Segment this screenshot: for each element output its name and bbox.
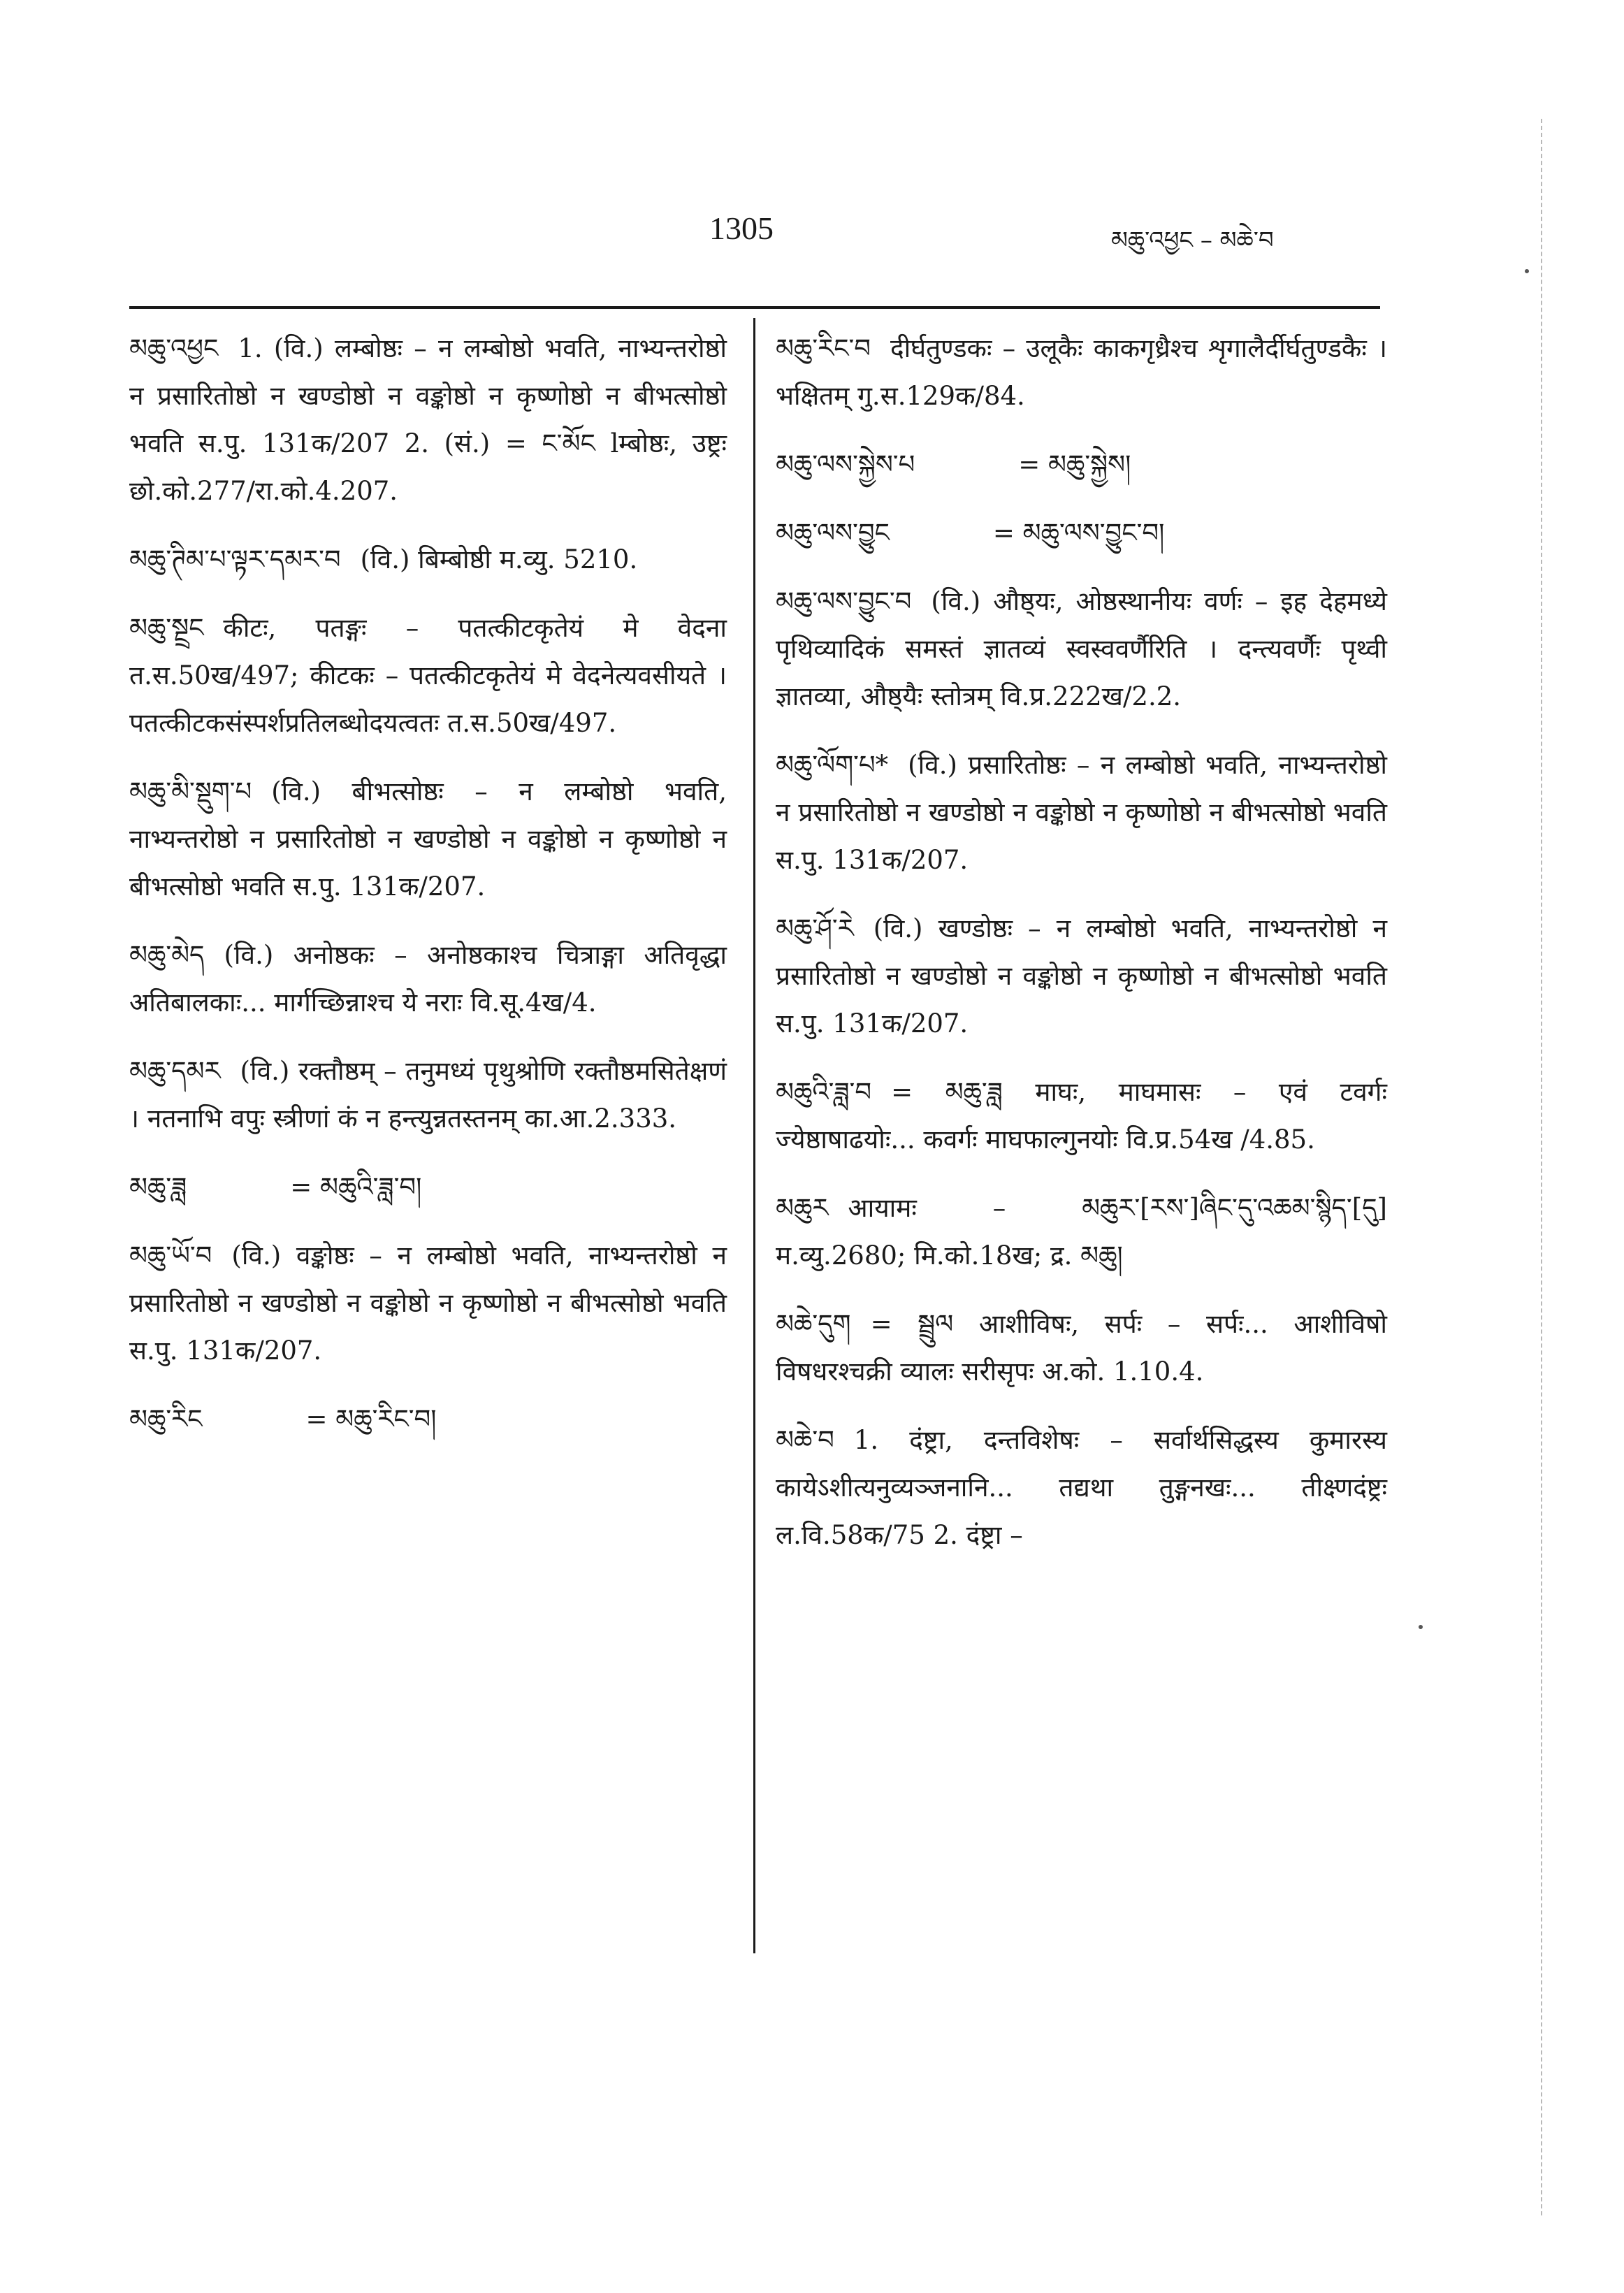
- headword: མཆུ་ལས་སྐྱེས་པ: [776, 449, 915, 479]
- definition: (वि.) बीभत्सोष्ठः – न लम्बोष्ठो भवति, नाभ्यन्तरोष्ठो न प्रसारितोष्ठो न खण्डोष्ठो न वङ्कोष्ठो न कृष्णोष्ठो न बीभत्सोष्ठो भवति स.पु. 131क/207.: [129, 776, 727, 902]
- headword: མཆུ་ལས་བྱུང: [776, 518, 890, 548]
- headword: མཆུ་སྔྲང: [129, 613, 204, 643]
- headword: མཆུ་ཤོ་རེ: [776, 913, 854, 943]
- headword: མཆུའི་ཟླ་བ: [776, 1077, 872, 1107]
- headword: མཆུ་ལོག་པ*: [776, 750, 889, 780]
- definition: (वि.) वङ्कोष्ठः – न लम्बोष्ठो भवति, नाभ्यन्तरोष्ठो न प्रसारितोष्ठो न खण्डोष्ठो न वङ्कोष्ठो न कृष्णोष्ठो न बीभत्सोष्ठो भवति स.पु. 131क/207.: [129, 1240, 727, 1366]
- entry: [776, 905, 1387, 1048]
- entry: [129, 932, 727, 1027]
- definition: (वि.) रक्तौष्ठम् – तनुमध्यं पृथुश्रोणि रक्तौष्ठमसितेक्षणं । नतनाभि वपुः स्त्रीणां कं न हन्त्युन्नतस्तनम् का.आ.2.333.: [129, 1056, 727, 1134]
- left-column: [129, 325, 727, 1464]
- headword: མཆུ་དམར: [129, 1056, 221, 1086]
- right-column: [776, 325, 1387, 1580]
- margin-dot: [1525, 269, 1529, 273]
- column-divider: [753, 318, 755, 1953]
- definition: = མཆུ་ལས་བྱུང་བ།: [992, 518, 1165, 548]
- definition: (वि.) प्रसारितोष्ठः – न लम्बोष्ठो भवति, नाभ्यन्तरोष्ठो न प्रसारितोष्ठो न खण्डोष्ठो न वङ्कोष्ठो न कृष्णोष्ठो न बीभत्सोष्ठो भवति स.पु. 131क/207.: [776, 750, 1387, 875]
- headword: མཆུ་རིང: [129, 1404, 203, 1434]
- entry: [129, 325, 727, 515]
- definition: (वि.) खण्डोष्ठः – न लम्बोष्ठो भवति, नाभ्यन्तरोष्ठो न प्रसारितोष्ठो न खण्डोष्ठो न वङ्कोष्ठो न कृष्णोष्ठो न बीभत्सोष्ठो भवति स.पु. 131क/207.: [776, 913, 1387, 1039]
- headword: མཆུ་མེད: [129, 940, 205, 970]
- entry: [129, 1164, 727, 1211]
- margin-dot: [1419, 1625, 1423, 1629]
- definition: (वि.) औष्ठ्यः, ओष्ठस्थानीयः वर्णः – इह देहमध्ये पृथिव्यादिकं समस्तं ज्ञातव्यं स्वस्ववर्णैरिति । दन्त्यवर्णैः पृथ्वी ज्ञातव्या, औष्ठ्यैः स्तोत्रम् वि.प्र.222ख/2.2.: [776, 586, 1387, 711]
- definition: दीर्घतुण्डकः – उलूकैः काकगृध्रैश्च शृगालैर्दीर्घतुण्डकैः । भक्षितम् गु.स.129क/84.: [776, 333, 1387, 411]
- entry: [129, 605, 727, 747]
- headword: མཆུར: [776, 1193, 829, 1223]
- definition: = མཆུ་རིང་བ།: [305, 1404, 437, 1434]
- entry: [776, 509, 1387, 557]
- entry: [776, 1185, 1387, 1280]
- definition: कीटः, पतङ्गः – पतत्कीटकृतेयं मे वेदना त.स.50ख/497; कीटकः – पतत्कीटकृतेयं मे वेदनेत्यवसीयते । पतत्कीटकसंस्पर्शप्रतिलब्धोदयत्वतः त.स.50ख/497.: [129, 613, 727, 738]
- definition: = མཆུའི་ཟླ་བ།: [290, 1172, 422, 1202]
- definition: = སྦྲུལ आशीविषः, सर्पः – सर्पः... आशीविषो विषधरश्चक्री व्यालः सरीसृपः अ.को. 1.10.4.: [776, 1309, 1387, 1387]
- entry: [776, 742, 1387, 884]
- definition: (वि.) अनोष्ठकः – अनोष्ठकाश्च चित्राङ्गा अतिवृद्धा अतिबालकाः... मार्गच्छिन्नाश्च ये नराः वि.सू.4ख/4.: [129, 940, 727, 1018]
- definition: 1. दंष्ट्रा, दन्तविशेषः – सर्वार्थसिद्धस्य कुमारस्य कायेऽशीत्यनुव्यञ्जनानि... तद्यथा तुङ्गनखः... तीक्ष्णदंष्ट्रः ल.वि.58क/75 2. दंष्ट्रा –: [776, 1425, 1387, 1550]
- entry: [776, 441, 1387, 489]
- headword: མཆུ་ཟླ: [129, 1172, 187, 1202]
- headword: མཆུ་ལས་བྱུང་བ: [776, 586, 912, 616]
- headword: མཆུ་མི་སྡུག་པ: [129, 776, 252, 806]
- headword: མཆུ་ཡོ་བ: [129, 1240, 212, 1271]
- definition: 1. (वि.) लम्बोष्ठः – न लम्बोष्ठो भवति, नाभ्यन्तरोष्ठो न प्रसारितोष्ठो न खण्डोष्ठो न वङ्कोष्ठो न कृष्णोष्ठो न बीभत्सोष्ठो भवति स.पु. 131क/207 2. (सं.) = ང་མོང lम्बोष्ठः, उष्ट्रः छो.को.277/रा.को.4.207.: [129, 333, 727, 506]
- entry: [129, 768, 727, 911]
- entry: [129, 1396, 727, 1443]
- entry: [129, 536, 727, 584]
- entry: [776, 578, 1387, 721]
- header-rule: [129, 306, 1380, 309]
- definition: = མཆུ་སྐྱེས།: [1018, 449, 1131, 479]
- headword: མཆེ་བ: [776, 1425, 834, 1455]
- margin-line: [1541, 119, 1542, 2215]
- headword: མཆེ་དུག: [776, 1309, 851, 1339]
- entry: [129, 1048, 727, 1143]
- definition: (वि.) बिम्बोष्ठी म.व्यु. 5210.: [360, 544, 638, 574]
- entry: [776, 1417, 1387, 1559]
- entry: [776, 325, 1387, 420]
- definition: आयामः – མཆུར་[རས་]ཞིང་དུ་འཆམ་སྙིད་[དུ] म.व्यु.2680; मि.को.18ख; द्र. མཆུ།: [776, 1193, 1387, 1271]
- headword: མཆུ་རིང་བ: [776, 333, 871, 363]
- entry: [129, 1232, 727, 1375]
- running-head: མཆུ་འཕྱང – མཆེ་བ: [1111, 226, 1274, 254]
- headword: མཆུ་ཊིམ་པ་ལྟར་དམར་བ: [129, 544, 341, 574]
- entry: [776, 1301, 1387, 1396]
- page-number: 1305: [709, 210, 774, 246]
- definition: = མཆུ་ཟླ माघः, माघमासः – एवं टवर्गः ज्येष्ठाषाढयोः... कवर्गः माघफाल्गुनयोः वि.प्र.54ख /4.85.: [776, 1077, 1387, 1155]
- headword: མཆུ་འཕྱང: [129, 333, 219, 363]
- entry: [776, 1069, 1387, 1164]
